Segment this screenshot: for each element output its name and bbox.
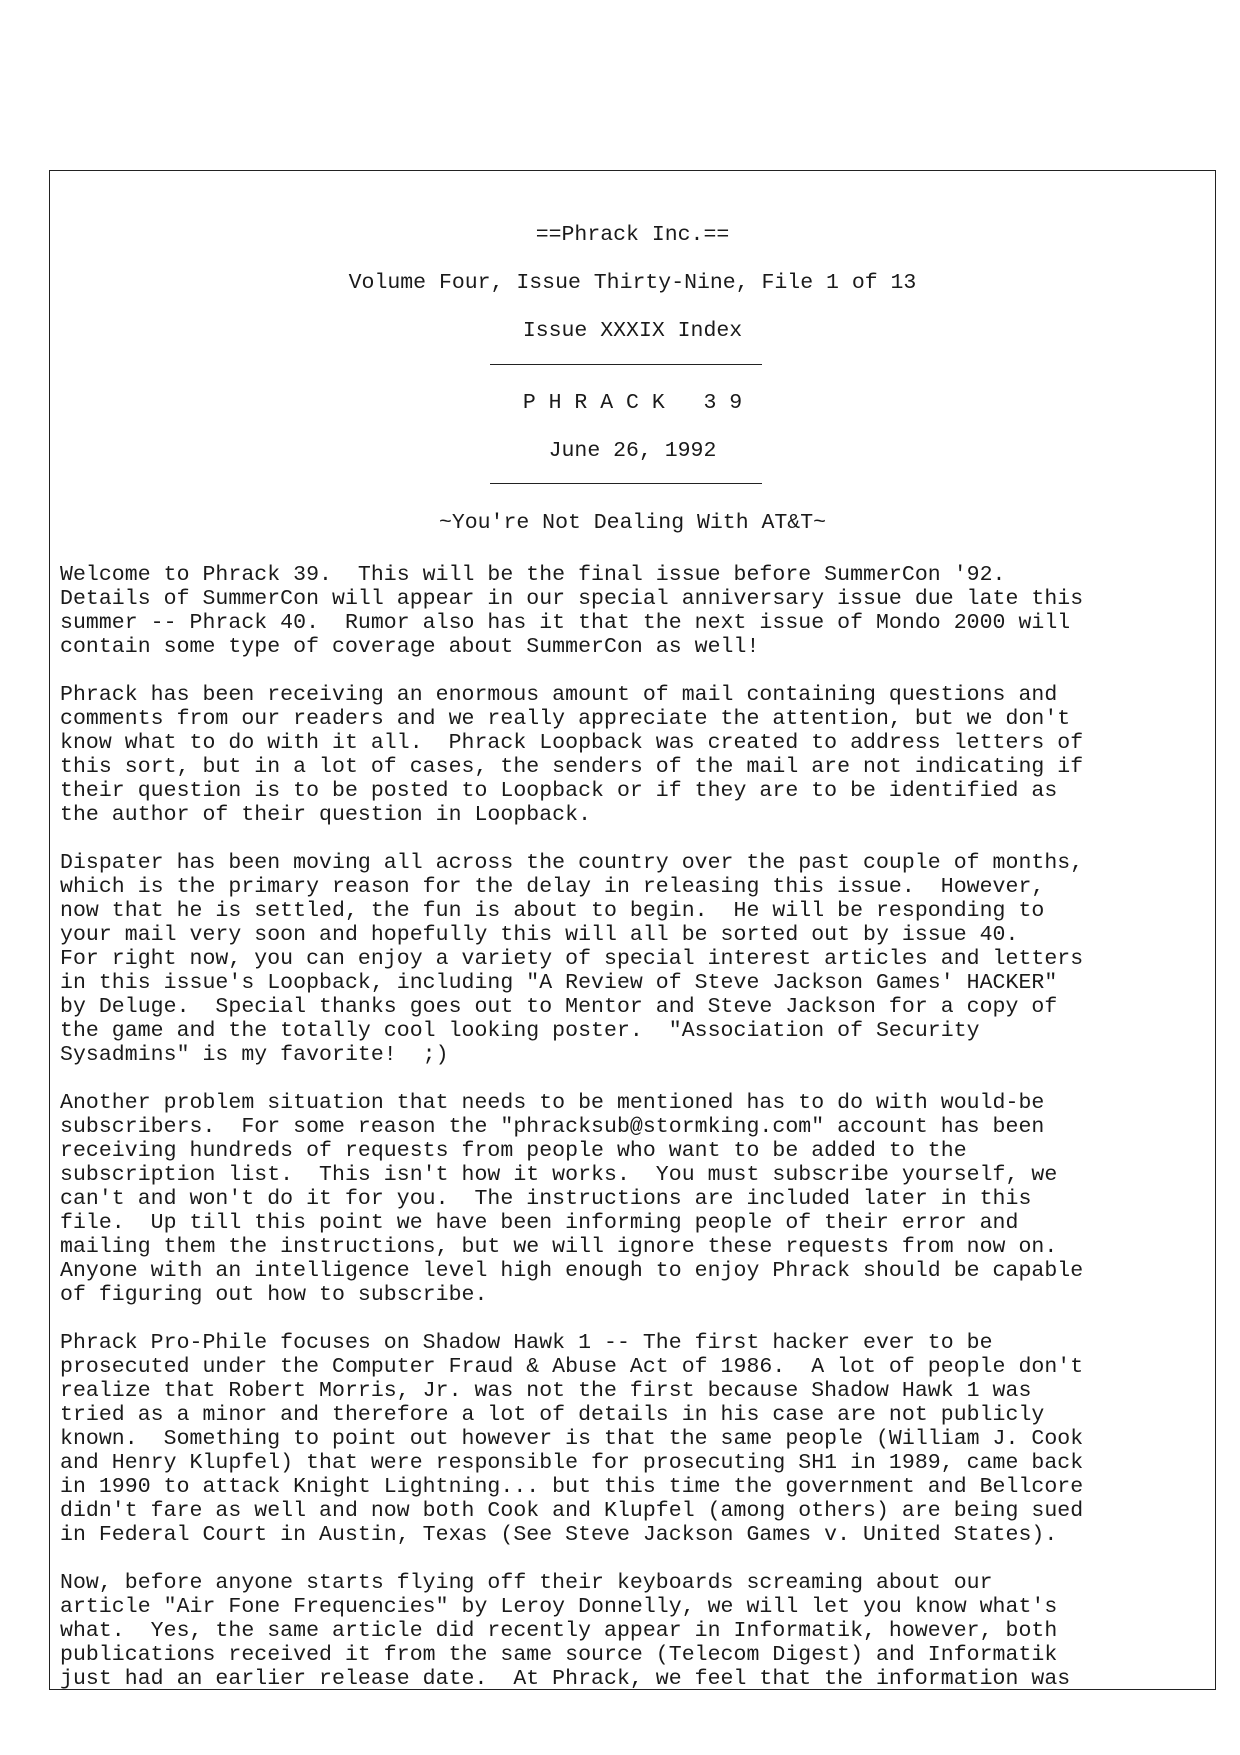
masthead: ==Phrack Inc.== — [535, 223, 730, 247]
paragraph-prophile: Phrack Pro-Phile focuses on Shadow Hawk 1 -- The first hacker ever to be prosecuted under the Computer Fraud & Abuse Act of 1986. A lot of people don't realize that Robert Morris, Jr. was not the first because Shadow Hawk 1 was tried as a minor and therefore a lot of details in his case are not publicly known. Something to point out however is that the same people (William J. Cook and Henry Klupfel) that were responsible for prosecuting SH1 in 1989, came back in 1990 to attack Knight Lightning... but this time the government and Bellcore didn't fare as well and now both Cook and Klupfel (among others) are being sued in Federal Court in Austin, Texas (See Steve Jackson Games v. United States). — [60, 1331, 1084, 1547]
body-text — [60, 563, 1210, 1715]
paragraph-dispater: Dispater has been moving all across the country over the past couple of months, which is the primary reason for the delay in releasing this issue. However, now that he is settled, the fun is about to begin. He will be responding to your mail very soon and hopefully this will all be sorted out by issue 40. For right now, you can enjoy a variety of special interest articles and letters in this issue's Loopback, including "A Review of Steve Jackson Games' HACKER" by Deluge. Special thanks goes out to Mentor and Steve Jackson for a copy of the game and the totally cool looking poster. "Association of Security Sysadmins" is my favorite! ;) — [60, 851, 1084, 1067]
divider-top — [490, 364, 762, 365]
divider-bottom — [490, 483, 762, 484]
volume-line: Volume Four, Issue Thirty-Nine, File 1 of 13 — [348, 271, 917, 295]
index-title: Issue XXXIX Index — [522, 319, 743, 343]
tagline: ~You're Not Dealing With AT&T~ — [438, 511, 827, 535]
document-frame — [49, 170, 1216, 1690]
issue-banner: P H R A C K 3 9 — [522, 391, 743, 415]
issue-date: June 26, 1992 — [548, 439, 717, 463]
paragraph-airfone: Now, before anyone starts flying off their keyboards screaming about our article "Air Fone Frequencies" by Leroy Donnelly, we will let you know what's what. Yes, the same article did recently appear in Informatik, however, both publications received it from the same source (Telecom Digest) and Informatik just had an earlier release date. At Phrack, we feel that the information was — [60, 1571, 1071, 1691]
paragraph-mail: Phrack has been receiving an enormous amount of mail containing questions and comments from our readers and we really appreciate the attention, but we don't know what to do with it all. Phrack Loopback was created to address letters of this sort, but in a lot of cases, the senders of the mail are not indicating if their question is to be posted to Loopback or if they are to be identified as the author of their question in Loopback. — [60, 683, 1084, 827]
paragraph-welcome: Welcome to Phrack 39. This will be the final issue before SummerCon '92. Details of SummerCon will appear in our special anniversary issue due late this summer -- Phrack 40. Rumor also has it that the next issue of Mondo 2000 will contain some type of coverage about SummerCon as well! — [60, 563, 1084, 659]
paragraph-subscribers: Another problem situation that needs to be mentioned has to do with would-be subscribers. For some reason the "phracksub@stormking.com" account has been receiving hundreds of requests from people who want to be added to the subscription list. This isn't how it works. You must subscribe yourself, we can't and won't do it for you. The instructions are included later in this file. Up till this point we have been informing people of their error and mailing them the instructions, but we will ignore these requests from now on. Anyone with an intelligence level high enough to enjoy Phrack should be capable of figuring out how to subscribe. — [60, 1091, 1084, 1307]
